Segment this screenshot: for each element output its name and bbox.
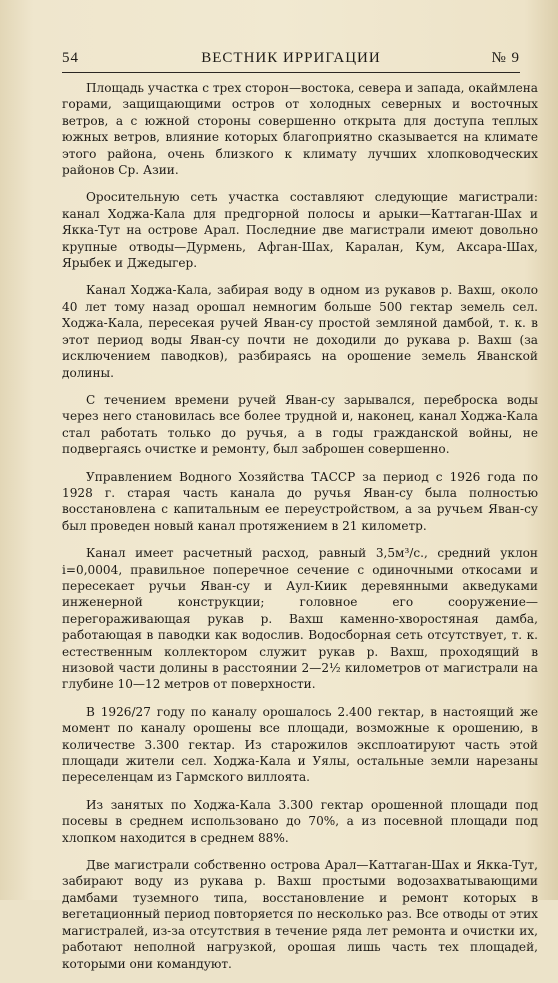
paragraph: Оросительную сеть участка составляют следующие магистрали: канал Ходжа-Кала для предгорной полосы и арыки—Каттаган-Шах и Якка-Тут на острове Арал. Последние две магистрали имеют довольно крупные отводы—Дурмень, Афган-Шах, Каралан, Кум, Аксара-Шах, Ярыбек и Джедыгер. [62,190,538,271]
paragraph: Управлением Водного Хозяйства ТАССР за период с 1926 года по 1928 г. старая часть канала до ручья Яван-су была полностью восстановлена с капитальным ее переустройством, а за ручьем Яван-су был проведен новый канал протяжением в 21 километр. [62,469,538,533]
paragraph: В 1926/27 году по каналу орошалось 2.400 гектар, в настоящий же момент по каналу орошены все площади, возможные к орошению, в количестве 3.300 гектар. Из старожилов эксплоатируют часть этой площади жители сел. Ходжа-Кала и Уялы, остальные земли нарезаны переселенцам из Гармского виллоята. [62,704,538,785]
journal-title: ВЕСТНИК ИРРИГАЦИИ [201,50,381,66]
paragraph: С течением времени ручей Яван-су зарывался, переброска воды через него становилась все более трудной и, наконец, канал Ходжа-Кала стал работать только до ручья, а в годы гражданской войны, не подвергаясь очистке и ремонту, был заброшен совершенно. [62,392,538,457]
paragraph: Канал имеет расчетный расход, равный 3,5м³/с., средний уклон i=0,0004, правильное поперечное сечение с одиночными откосами и пересекает ручьи Яван-су и Аул-Киик деревянными акведуками инженерной конструкции; головное его сооружение—перегораживающая рукав р. Вахш каменно-хворостяная дамба, работающая в паводки как водослив. Водосборная сеть отсутствует, т. к. естественным коллектором служит рукав р. Вахш, проходящий в низовой части долины в расстоянии 2—2½ километров от магистрали на глубине 10—12 метров от поверхности. [62,546,538,692]
article-body [62,80,538,983]
page-number: 54 [62,50,79,66]
paragraph: Две магистрали собственно острова Арал—Каттаган-Шах и Якка-Тут, забирают воду из рукава р. Вахш простыми водозахватывающими дамбами туземного типа, восстановление и ремонт которых в вегетационный период повторяется по несколько раз. Все отводы от этих магистралей, из-за отсутствия в течение ряда лет ремонта и очистки их, работают неполной нагрузкой, орошая лишь часть тех площадей, которыми они командуют. [62,858,538,971]
running-header [62,50,520,73]
issue-number: № 9 [491,50,520,66]
paragraph: Из занятых по Ходжа-Кала 3.300 гектар орошенной площади под посевы в среднем использовано до 70%, а из посевной площади под хлопком находится в среднем 88%. [62,797,538,845]
paragraph: Площадь участка с трех сторон—востока, севера и запада, окаймлена горами, защищающими остров от холодных северных и восточных ветров, а с южной стороны совершенно открыта для доступа теплых южных ветров, влияние которых благоприятно сказывается на климате этого района, очень близкого к климату лучших хлопководческих районов Ср. Азии. [62,81,538,178]
paragraph: Канал Ходжа-Кала, забирая воду в одном из рукавов р. Вахш, около 40 лет тому назад орошал немногим больше 500 гектар земель сел. Ходжа-Кала, пересекая ручей Яван-су простой земляной дамбой, т. к. в этот период воды Яван-су почти не доходили до рукава р. Вахш (за исключением паводков), разбираясь на орошение земель Яванской долины. [62,283,538,380]
